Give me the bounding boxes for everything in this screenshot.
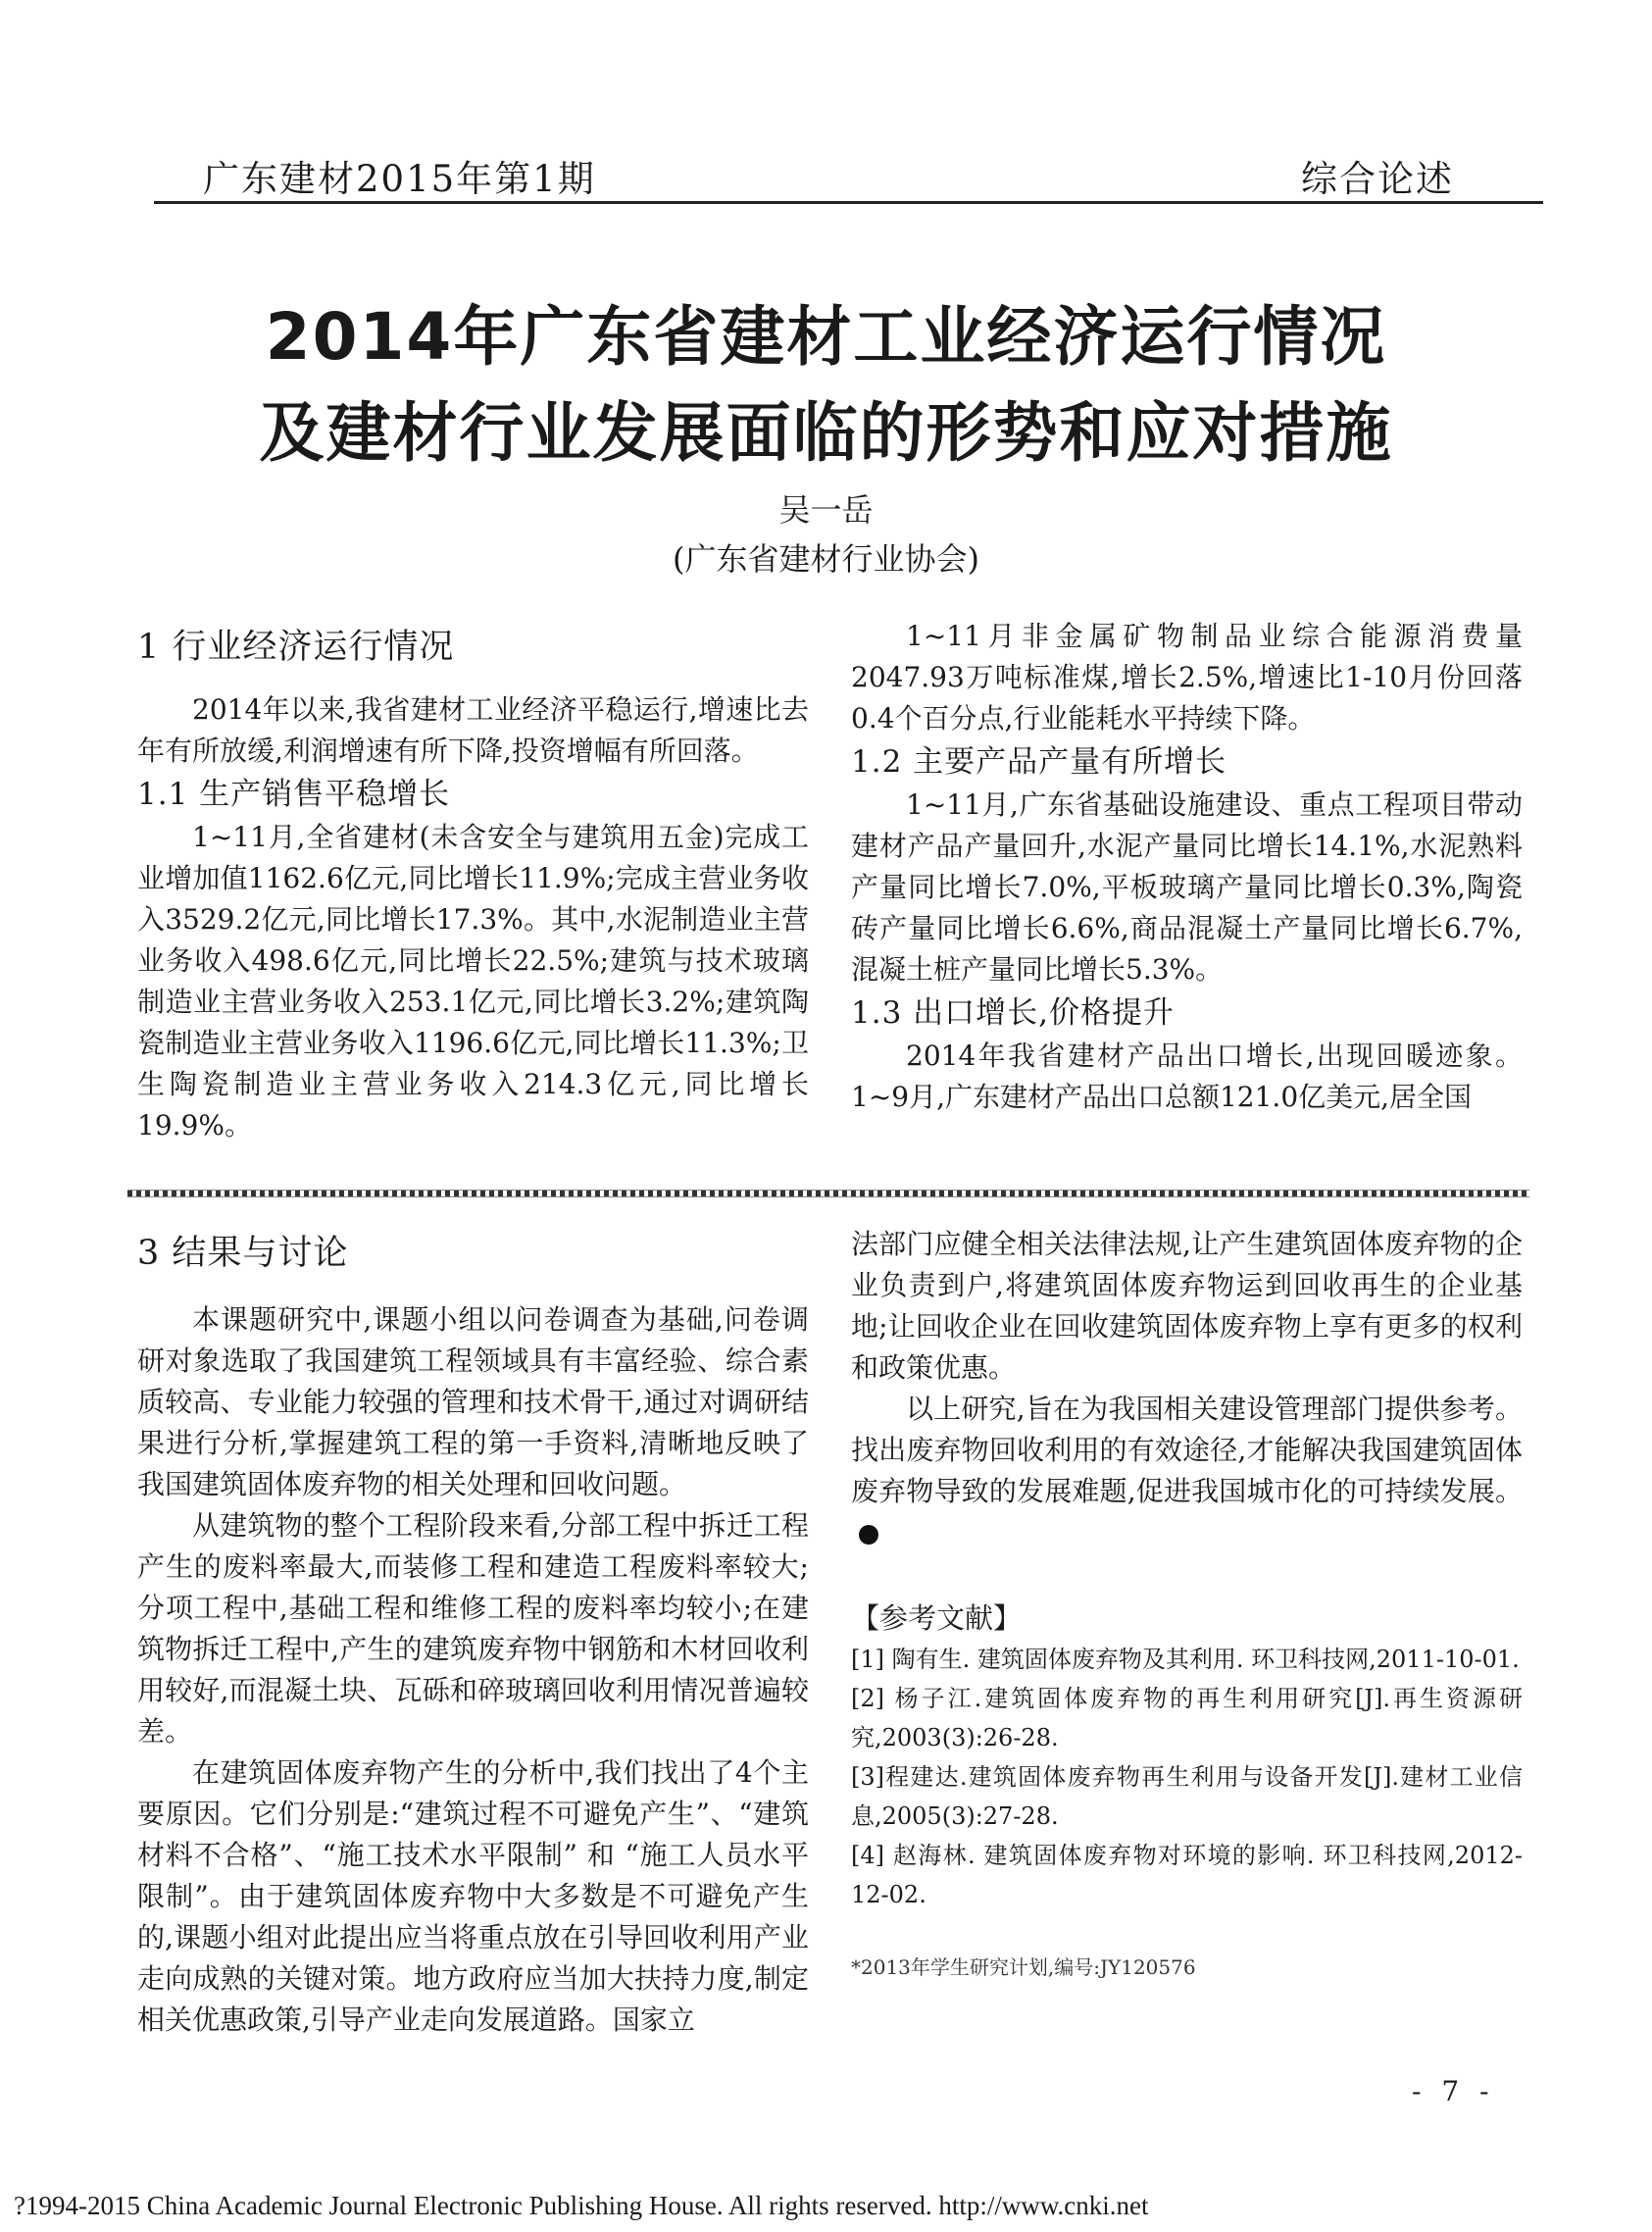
copyright-notice: ?1994-2015 China Academic Journal Electronic Publishing House. All rights reserved. http://www.cnki.net [14,2191,1149,2220]
section-divider [127,1190,1529,1197]
section-heading: 1 行业经济运行情况 [137,628,455,667]
subsection-heading: 1.1 生产销售平稳增长 [137,777,451,812]
paragraph: 在建筑固体废弃物产生的分析中,我们找出了4个主要原因。它们分别是:“建筑过程不可避免产生”、“建筑材料不合格”、“施工技术水平限制” 和 “施工人员水平限制”。由于建筑固体废弃物中大多数是不可避免产生的,课题小组对此提出应当将重点放在引导回收利用产业走向成熟的关键对策。地方政府应当加大扶持力度,制定相关优惠政策,引导产业走向发展道路。国家立 [137,1756,809,2036]
reference-item: [3]程建达.建筑固体废弃物再生利用与设备开发[J].建材工业信息,2005(3):27-28. [851,1763,1523,1830]
bottom-right-column [851,1224,1523,1980]
paragraph: 1~11月非金属矿物制品业综合能源消费量2047.93万吨标准煤,增长2.5%,增速比1-10月份回落0.4个百分点,行业能耗水平持续下降。 [851,620,1523,735]
section-heading: 3 结果与讨论 [137,1234,349,1273]
paragraph-text: 以上研究,旨在为我国相关建设管理部门提供参考。找出废弃物回收利用的有效途径,才能解决我国建筑固体废弃物导致的发展难题,促进我国城市化的可持续发展。 [851,1393,1523,1507]
references-heading: 【参考文献】 [851,1601,1023,1635]
footnote: *2013年学生研究计划,编号:JY120576 [851,1955,1196,1979]
reference-item: [2] 杨子江.建筑固体废弃物的再生利用研究[J].再生资源研究,2003(3):26-28. [851,1685,1523,1751]
paragraph: 2014年以来,我省建材工业经济平稳运行,增速比去年有所放缓,利润增速有所下降,投资增幅有所回落。 [137,693,809,767]
paragraph: 本课题研究中,课题小组以问卷调查为基础,问卷调研对象选取了我国建筑工程领域具有丰富经验、综合素质较高、专业能力较强的管理和技术骨干,通过对调研结果进行分析,掌握建筑工程的第一手资料,清晰地反映了我国建筑固体废弃物的相关处理和回收问题。 [137,1303,809,1500]
top-left-column [137,623,809,1146]
top-right-column [851,616,1523,1118]
journal-header: 广东建材2015年第1期 [203,158,596,200]
page-number: - 7 - [1412,2075,1495,2107]
paragraph: 1~11月,全省建材(未含安全与建筑用五金)完成工业增加值1162.6亿元,同比增长11.9%;完成主营业务收入3529.2亿元,同比增长17.3%。其中,水泥制造业主营业务收入498.6亿元,同比增长22.5%;建筑与技术玻璃制造业主营业务收入253.1亿元,同比增长3.2%;建筑陶瓷制造业主营业务收入1196.6亿元,同比增长11.3%;卫生陶瓷制造业主营业务收入214.3亿元,同比增长19.9%。 [137,821,809,1141]
references-list [851,1640,1523,1914]
title-line-1: 2014年广东省建材工业经济运行情况 [265,299,1387,375]
end-mark-icon [859,1525,878,1545]
paragraph: 2014年我省建材产品出口增长,出现回暖迹象。1~9月,广东建材产品出口总额121.0亿美元,居全国 [851,1040,1523,1113]
author-affiliation: (广东省建材行业协会) [673,540,979,578]
bottom-left-column [137,1229,809,2041]
subsection-heading: 1.3 出口增长,价格提升 [851,995,1176,1031]
reference-item: [1] 陶有生. 建筑固体废弃物及其利用. 环卫科技网,2011-10-01. [851,1646,1520,1673]
paragraph: 1~11月,广东省基础设施建设、重点工程项目带动建材产品产量回升,水泥产量同比增长14.1%,水泥熟料产量同比增长7.0%,平板玻璃产量同比增长0.3%,陶瓷砖产量同比增长6.6%,商品混凝土产量同比增长6.7%,混凝土桩产量同比增长5.3%。 [851,788,1523,986]
header-rule [154,201,1543,204]
author-name: 吴一岳 [778,491,874,529]
paragraph: 法部门应健全相关法律法规,让产生建筑固体废弃物的企业负责到户,将建筑固体废弃物运到回收再生的企业基地;让回收企业在回收建筑固体废弃物上享有更多的权利和政策优惠。 [851,1228,1523,1384]
paragraph: 从建筑物的整个工程阶段来看,分部工程中拆迁工程产生的废料率最大,而装修工程和建造工程废料率较大;分项工程中,基础工程和维修工程的废料率均较小;在建筑物拆迁工程中,产生的建筑废弃物中钢筋和木材回收利用较好,而混凝土块、瓦砾和碎玻璃回收利用情况普遍较差。 [137,1509,809,1748]
reference-item: [4] 赵海林. 建筑固体废弃物对环境的影响. 环卫科技网,2012-12-02. [851,1842,1523,1908]
title-line-2: 及建材行业发展面临的形势和应对措施 [259,395,1393,471]
section-header: 综合论述 [1301,158,1454,200]
paragraph [851,1389,1523,1553]
subsection-heading: 1.2 主要产品产量有所增长 [851,744,1227,780]
